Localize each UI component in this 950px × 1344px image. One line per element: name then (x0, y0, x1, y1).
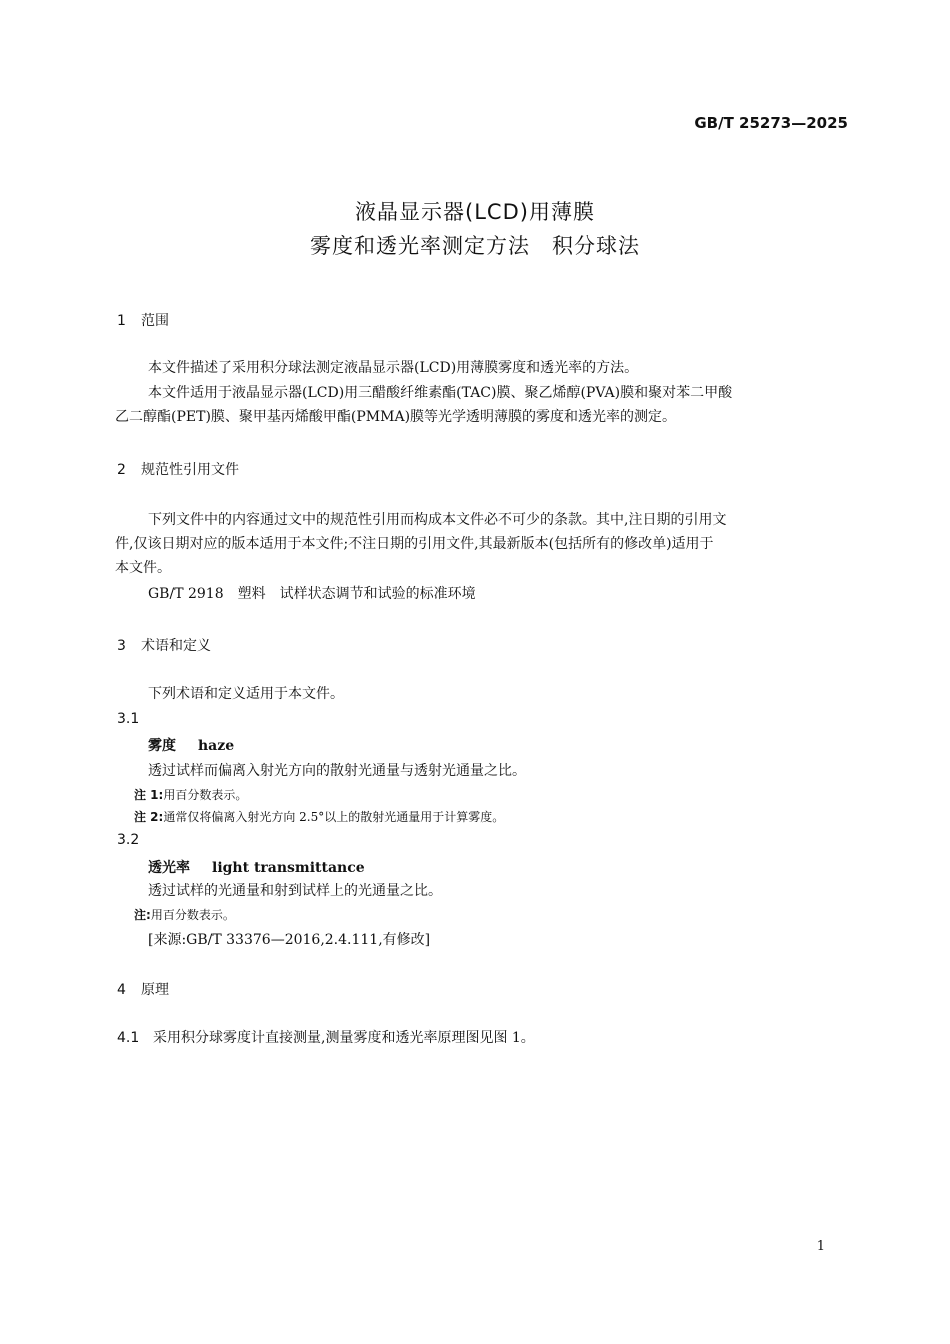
section-title: 范围 (141, 313, 169, 329)
section-title: 原理 (141, 982, 169, 998)
standard-number: GB/T 25273—2025 (694, 114, 848, 132)
note-text: 通常仅将偏离入射光方向 2.5°以上的散射光通量用于计算雾度。 (163, 810, 505, 824)
section-number: 1 (117, 313, 126, 329)
section-3-heading (117, 635, 211, 655)
paragraph-continuation: 件,仅该日期对应的版本适用于本文件;不注日期的引用文件,其最新版本(包括所有的修改单)适用于 (115, 536, 714, 552)
term-source: [来源:GB/T 33376—2016,2.4.111,有修改] (148, 932, 431, 948)
section-title: 规范性引用文件 (141, 462, 239, 478)
paragraph: 本文件描述了采用积分球法测定液晶显示器(LCD)用薄膜雾度和透光率的方法。 (148, 360, 639, 376)
term-heading (148, 857, 365, 877)
term-english: haze (198, 738, 235, 754)
note-label: 注 1: (134, 788, 164, 802)
term-number: 3.1 (117, 711, 140, 727)
section-number: 3 (117, 638, 126, 654)
paragraph: 本文件适用于液晶显示器(LCD)用三醋酸纤维素酯(TAC)膜、聚乙烯醇(PVA)膜和聚对苯二甲酸 (148, 385, 733, 401)
subclause-text: 采用积分球雾度计直接测量,测量雾度和透光率原理图见图 1。 (153, 1030, 535, 1046)
term-number: 3.2 (117, 832, 140, 848)
page-number: 1 (816, 1239, 825, 1254)
section-number: 4 (117, 982, 126, 998)
subclause-4-1 (117, 1026, 535, 1050)
section-number: 2 (117, 462, 126, 478)
document-title-line-1: 液晶显示器(LCD)用薄膜 (355, 200, 595, 224)
note-text: 用百分数表示。 (150, 908, 235, 922)
term-chinese: 透光率 (148, 860, 190, 876)
note-label: 注: (134, 908, 151, 922)
section-2-heading (117, 459, 239, 479)
paragraph-continuation: 本文件。 (115, 560, 171, 576)
note-label: 注 2: (134, 810, 164, 824)
note (134, 808, 504, 825)
paragraph: 下列术语和定义适用于本文件。 (148, 686, 344, 702)
normative-reference: GB/T 2918 塑料 试样状态调节和试验的标准环境 (148, 586, 476, 602)
note (134, 906, 235, 923)
paragraph-continuation: 乙二醇酯(PET)膜、聚甲基丙烯酸甲酯(PMMA)膜等光学透明薄膜的雾度和透光率的测定。 (115, 409, 677, 425)
paragraph: 下列文件中的内容通过文中的规范性引用而构成本文件必不可少的条款。其中,注日期的引用文 (148, 512, 727, 528)
term-definition: 透过试样而偏离入射光方向的散射光通量与透射光通量之比。 (148, 763, 526, 779)
document-title-line-2: 雾度和透光率测定方法 积分球法 (310, 234, 640, 258)
term-english: light transmittance (212, 860, 365, 876)
note (134, 786, 247, 803)
section-1-heading (117, 310, 169, 330)
section-title: 术语和定义 (141, 638, 211, 654)
term-chinese: 雾度 (148, 738, 176, 754)
term-heading (148, 735, 234, 755)
term-definition: 透过试样的光通量和射到试样上的光通量之比。 (148, 883, 442, 899)
note-text: 用百分数表示。 (163, 788, 248, 802)
subclause-number: 4.1 (117, 1030, 140, 1046)
section-4-heading (117, 979, 169, 999)
